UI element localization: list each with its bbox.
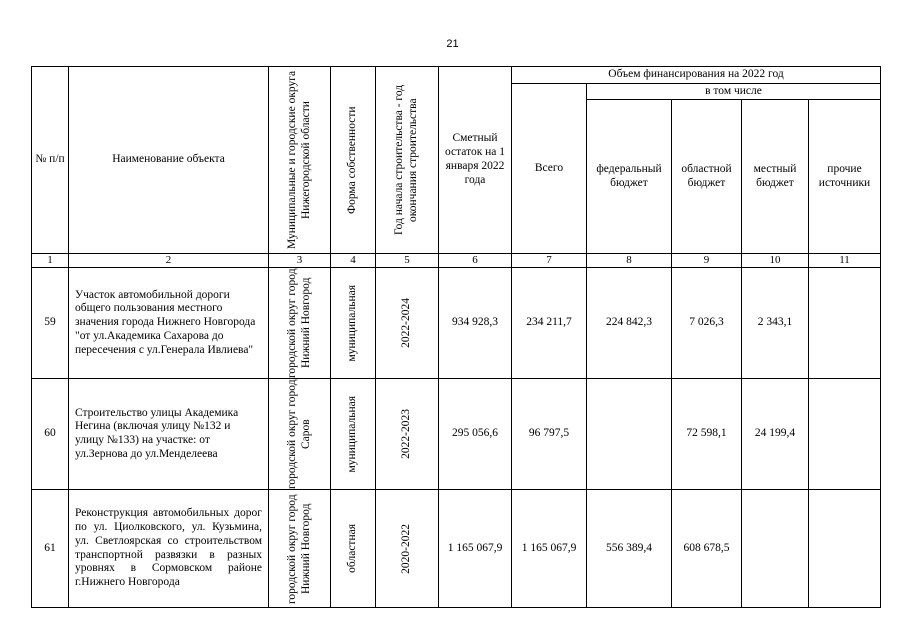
column-number: 7: [512, 254, 587, 268]
header-funding-group: Объем финансирования на 2022 год: [512, 67, 881, 84]
column-number: 5: [376, 254, 439, 268]
header-num: № п/п: [32, 67, 69, 254]
row-local: [742, 490, 809, 608]
row-years-cell: [376, 268, 439, 379]
row-remainder: 934 928,3: [439, 268, 512, 379]
row-years: 2022-2024: [400, 298, 413, 349]
row-federal: [587, 379, 672, 490]
row-municipality-cell: [269, 268, 331, 379]
row-ownership-cell: [331, 490, 376, 608]
header-other: прочие источники: [809, 100, 881, 254]
row-local: 2 343,1: [742, 268, 809, 379]
header-ownership: Форма собственности: [346, 106, 359, 214]
column-number: 10: [742, 254, 809, 268]
row-ownership-cell: [331, 379, 376, 490]
row-federal: 556 389,4: [587, 490, 672, 608]
row-num: 60: [32, 379, 69, 490]
row-years-cell: [376, 490, 439, 608]
row-num: 61: [32, 490, 69, 608]
row-total: 1 165 067,9: [512, 490, 587, 608]
row-municipality-cell: [269, 490, 331, 608]
row-ownership: муниципальная: [346, 395, 359, 473]
header-ownership-cell: [331, 67, 376, 254]
column-number: 8: [587, 254, 672, 268]
row-municipality: городской округ город Нижний Новгород: [285, 268, 312, 378]
column-number: 11: [809, 254, 881, 268]
header-name: Наименование объекта: [69, 67, 269, 254]
row-remainder: 1 165 067,9: [439, 490, 512, 608]
row-regional: 72 598,1: [672, 379, 742, 490]
header-years: Год начала строительства - год окончания строительства: [393, 84, 419, 236]
header-municipality: Муниципальные и городские округа Нижегородской области: [285, 70, 312, 250]
row-years-cell: [376, 379, 439, 490]
column-number: 6: [439, 254, 512, 268]
table-row: [32, 379, 881, 490]
row-total: 96 797,5: [512, 379, 587, 490]
header-regional: областной бюджет: [672, 100, 742, 254]
row-regional: 7 026,3: [672, 268, 742, 379]
header-total: Всего: [512, 84, 587, 254]
column-number: 4: [331, 254, 376, 268]
row-name: Реконструкция автомобильных дорог по ул. Циолковского, ул. Кузьмина, ул. Светлоярская со строительством транспортной развязки в разных уровнях в Сормовском районе г.Нижнего Новгорода: [69, 490, 269, 608]
column-number: 2: [69, 254, 269, 268]
row-regional: 608 678,5: [672, 490, 742, 608]
row-ownership-cell: [331, 268, 376, 379]
row-other: [809, 268, 881, 379]
row-total: 234 211,7: [512, 268, 587, 379]
row-municipality: городской округ город Нижний Новгород: [285, 493, 312, 604]
row-num: 59: [32, 268, 69, 379]
table-row: [32, 268, 881, 379]
row-municipality-cell: [269, 379, 331, 490]
column-number: 9: [672, 254, 742, 268]
page-number: 21: [446, 38, 459, 50]
row-municipality: городской округ город Саров: [285, 379, 312, 489]
row-other: [809, 490, 881, 608]
row-years: 2022-2023: [400, 409, 413, 460]
header-including: в том числе: [587, 84, 881, 100]
column-number: 1: [32, 254, 69, 268]
header-years-cell: [376, 67, 439, 254]
row-local: 24 199,4: [742, 379, 809, 490]
header-remainder: Сметный остаток на 1 января 2022 года: [439, 67, 512, 254]
row-other: [809, 379, 881, 490]
row-name: Строительство улицы Академика Негина (включая улицу №132 и улицу №133) на участке: от ул.Зернова до ул.Менделеева: [69, 379, 269, 490]
row-federal: 224 842,3: [587, 268, 672, 379]
column-number: 3: [269, 254, 331, 268]
header-federal: федеральный бюджет: [587, 100, 672, 254]
row-ownership: областная: [346, 524, 359, 574]
row-remainder: 295 056,6: [439, 379, 512, 490]
row-name: Участок автомобильной дороги общего пользования местного значения города Нижнего Новгорода "от ул.Академика Сахарова до пересечения с ул.Генерала Ивлиева": [69, 268, 269, 379]
header-local: местный бюджет: [742, 100, 809, 254]
header-municipality-cell: [269, 67, 331, 254]
table-row: [32, 490, 881, 608]
row-ownership: муниципальная: [346, 284, 359, 362]
financing-table: [31, 66, 881, 608]
column-numbers-row: [32, 254, 881, 268]
row-years: 2020-2022: [400, 523, 413, 574]
